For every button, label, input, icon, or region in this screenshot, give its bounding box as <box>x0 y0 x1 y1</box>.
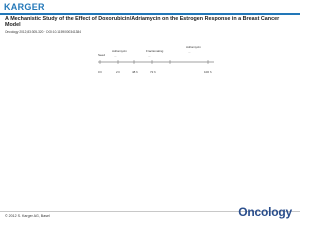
article-title: A Mechanistic Study of the Effect of Doxorubicin/Adriamycin on the Estrogen Response in a Breast Cancer Model <box>5 16 280 29</box>
article-citation: Oncology 2012;83:305-320 · DOI:10.1159/000341384 <box>5 30 81 34</box>
copyright-notice: © 2012 S. Karger AG, Basel <box>5 214 50 218</box>
label-seed: Seed <box>98 53 106 57</box>
label-adriamycin-2: Adriamycin <box>186 45 201 49</box>
tick-label-0: 0 h <box>98 70 103 74</box>
journal-logo: Oncology <box>238 205 292 219</box>
karger-logo: KARGER <box>4 2 45 12</box>
tick-label-3: 72 h <box>150 70 156 74</box>
tick-label-2: 48 h <box>132 70 138 74</box>
sublabel-3: ... <box>188 50 191 54</box>
label-fractionating: Fractionating <box>146 49 164 53</box>
label-adriamycin-1: Adriamycin <box>112 49 127 53</box>
sublabel-1: ... <box>114 54 117 58</box>
sublabel-2: ... <box>148 54 151 58</box>
tick-label-1: 2 h <box>116 70 121 74</box>
tick-label-4: 100 h <box>204 70 212 74</box>
